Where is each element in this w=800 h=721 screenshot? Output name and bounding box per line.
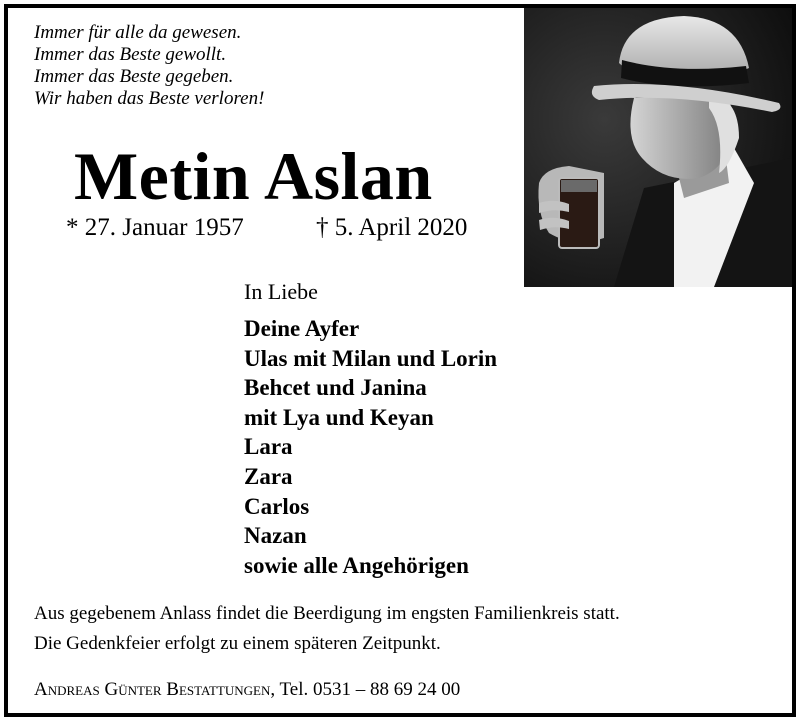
memorial-poem <box>34 22 264 110</box>
portrait-photo <box>524 8 792 287</box>
family-member: Nazan <box>244 523 307 549</box>
deceased-name: Metin Aslan <box>74 138 433 214</box>
family-member: Carlos <box>244 493 310 519</box>
family-member: Behcet und Janina <box>244 375 427 401</box>
poem-line: Immer das Beste gewollt. <box>34 44 227 65</box>
notice-line: Die Gedenkfeier erfolgt zu einem späteren Zeitpunkt. <box>34 633 441 654</box>
portrait-photo-icon <box>524 8 792 287</box>
funeral-home-footer <box>34 679 460 701</box>
birth-date: * 27. Januar 1957 <box>66 214 244 241</box>
funeral-home-phone: , Tel. 0531 – 88 69 24 00 <box>270 679 461 700</box>
poem-line: Wir haben das Beste verloren! <box>34 88 265 109</box>
notice-line: Aus gegebenem Anlass findet die Beerdigung im engsten Familienkreis statt. <box>34 603 620 624</box>
family-member: Deine Ayfer <box>244 316 360 341</box>
family-list <box>244 314 497 580</box>
family-member: sowie alle Angehörigen <box>244 552 469 578</box>
obituary-notice <box>4 4 796 717</box>
family-member: Ulas mit Milan und Lorin <box>244 345 498 371</box>
poem-line: Immer das Beste gegeben. <box>34 66 234 87</box>
family-member: mit Lya und Keyan <box>244 404 434 430</box>
poem-line: Immer für alle da gewesen. <box>34 22 242 43</box>
funeral-home-name: Andreas Günter Bestattungen <box>34 679 271 700</box>
family-member: Lara <box>244 434 293 460</box>
in-love-label: In Liebe <box>244 279 318 304</box>
death-date: † 5. April 2020 <box>316 214 468 241</box>
funeral-notice <box>34 599 620 659</box>
family-member: Zara <box>244 463 293 489</box>
